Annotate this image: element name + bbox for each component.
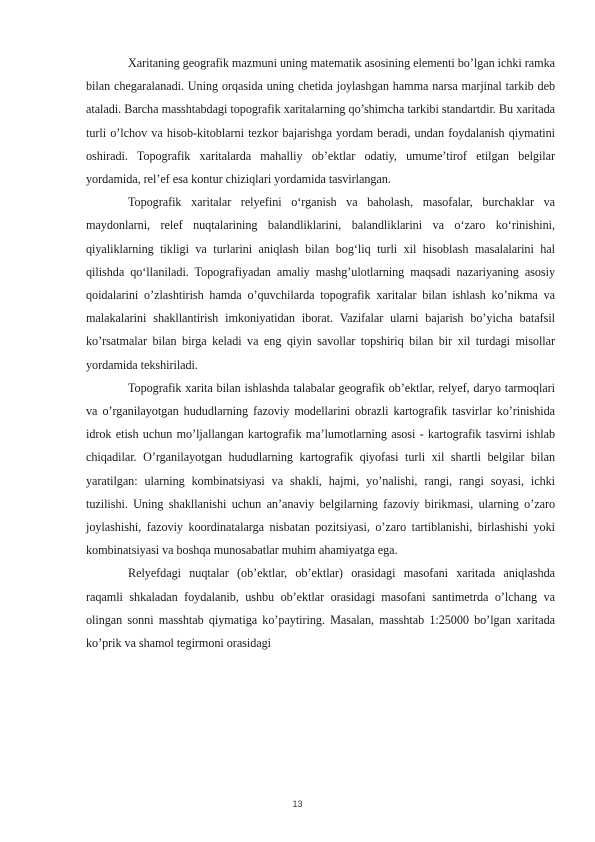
paragraph-4: Relyefdagi nuqtalar (ob’ektlar, ob’ektlar) orasidagi masofani xaritada aniqlashda raqamli shkaladan foydalanib, ushbu ob’ektlar orasidagi masofani santimetrda o’lchang va olingan sonni masshtab qiymatiga ko’paytiring. Masalan, masshtab 1:25000 bo’lgan xaritada ko’prik va shamol tegirmoni orasidagi: [86, 566, 555, 651]
paragraph-2: Topografik xaritalar relyefini o‘rganish va baholash, masofalar, burchaklar va maydonlarni, relef nuqtalarining balandliklarini, balandliklarini va o‘zaro ko‘rinishini, qiyaliklarning tikligi va turlarini aniqlash bilan bog‘liq turli xil hisoblash masalalarini hal qilishda qo‘llaniladi. Topografiyadan amaliy mashg’ulotlarning maqsadi nazariyaning asosiy qoidalarini o’zlashtirish hamda o’quvchilarda topografik xaritalar bilan ishlash ko’nikma va malakalarini shakllantirish imkoniyatidan iborat. Vazifalar ularni bajarish bo’yicha batafsil ko’rsatmalar bilan birga keladi va eng qiyin savollar topshiriq bilan bir xil turdagi misollar yordamida tekshiriladi.: [86, 195, 555, 372]
paragraph-3: Topografik xarita bilan ishlashda talabalar geografik ob’ektlar, relyef, daryo tarmoqlari va o’rganilayotgan hududlarning fazoviy modellarini obrazli kartografik tasvirlar ko’rinishida idrok etish uchun mo’ljallangan kartografik ma’lumotlarning asosi - kartografik tasvirni ishlab chiqadilar. O’rganilayotgan hududlarning kartografik qiyofasi turli xil shartli belgilar bilan yaratilgan: ularning kombinatsiyasi va shakli, hajmi, yo’nalishi, rangi, rangi soyasi, ichki tuzilishi. Uning shakllanishi uchun an’anaviy belgilarning fazoviy birikmasi, ularning o’zaro joylashishi, fazoviy koordinatalarga nisbatan pozitsiyasi, o’zaro tartiblanishi, birlashishi yoki kombinatsiyasi va boshqa munosabatlar muhim ahamiyatga ega.: [86, 380, 555, 558]
paragraph-1: Xaritaning geografik mazmuni uning matematik asosining elementi bo’lgan ichki ramka bilan chegaralanadi. Uning orqasida uning chetida joylashgan hamma narsa marjinal tarkib deb ataladi. Barcha masshtabdagi topografik xaritalarning qo’shimcha tarkibi standartdir. Bu xaritada turli o’lchov va hisob-kitoblarni tezkor bajarishga yordam beradi, undan foydalanish qiymatini oshiradi. Topografik xaritalarda mahalliy ob’ektlar odatiy, umume’tirof etilgan belgilar yordamida, rel’ef esa kontur chiziqlari yordamida tasvirlangan.: [86, 56, 555, 187]
document-body: [86, 52, 555, 655]
page-number: 13: [292, 799, 303, 809]
